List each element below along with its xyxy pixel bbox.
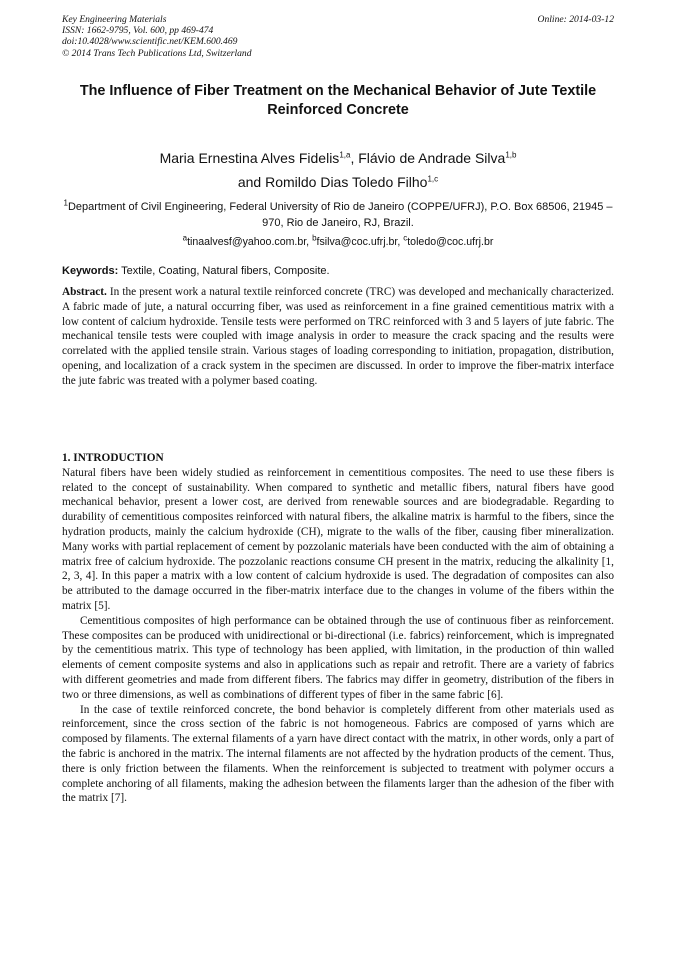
affiliation-text: Department of Civil Engineering, Federal University of Rio de Janeiro (COPPE/UFRJ), P.O. Box 68506, 21945 – 970, Rio de Janeiro, RJ, Brazil. — [67, 201, 613, 229]
paragraph: In the case of textile reinforced concrete, the bond behavior is completely different from other materials used as reinforcement, since the cross section of the fabric is not homogeneous. Fabrics are composed of yarns which are composed by filaments. The external filaments of a yarn have direct contact with the matrix, in other words, only a part of the fabric is anchored in the matrix. The internal filaments are not affected by the hydration products of the cement. Thus, there is only friction between the filaments. When the reinforcement is subjected to treatment with polymer occurs a complete anchoring of all filaments, making the adhesion between the filaments larger than the adhesion of the fiber with the matrix [7]. — [62, 703, 614, 805]
author-affiliation-mark: 1,c — [427, 174, 439, 184]
email-mark: c — [403, 233, 408, 243]
keywords-text: Textile, Coating, Natural fibers, Composite. — [118, 265, 330, 277]
journal-copyright: © 2014 Trans Tech Publications Ltd, Switzerland — [62, 47, 252, 59]
email-link: fsilva@coc.ufrj.br, — [316, 236, 404, 248]
paper-title: The Influence of Fiber Treatment on the Mechanical Behavior of Jute Textile Reinforced Concrete — [79, 83, 597, 118]
author-name: Romildo Dias Toledo Filho — [265, 174, 428, 190]
author-emails — [62, 235, 614, 249]
journal-doi: doi:10.4028/www.scientific.net/KEM.600.469 — [62, 36, 238, 48]
section-introduction — [62, 451, 614, 806]
author-name: Flávio de Andrade Silva — [358, 150, 506, 166]
abstract-text: In the present work a natural textile reinforced concrete (TRC) was developed and mechanically characterized. A fabric made of jute, a natural occurring fiber, was used as reinforcement in a fine grained cementitious matrix with a low content of calcium hydroxide. Tensile tests were performed on TRC reinforced with 3 and 5 layers of jute fabric. The mechanical tensile tests were coupled with image analysis in order to measure the crack spacing and the results were correlated with the applied tensile strain. Various stages of loading corresponding to initiation, propagation, distribution, opening, and localization of a crack system in the specimen are discussed. In order to improve the fiber-matrix interface the jute fabric was treated with a polymer based coating. — [62, 286, 614, 387]
affiliation-mark: 1 — [63, 198, 68, 208]
email-link: toledo@coc.ufrj.br — [407, 236, 494, 248]
author-name: Maria Ernestina Alves Fidelis — [159, 150, 340, 166]
author-conjunction: and — [237, 174, 266, 190]
online-date: Online: 2014-03-12 — [537, 14, 614, 25]
author-affiliation-mark: 1,b — [505, 150, 517, 160]
author-affiliation-mark: 1,a — [339, 150, 351, 160]
email-mark: b — [312, 233, 317, 243]
author-line-1 — [62, 146, 614, 170]
affiliation — [62, 199, 614, 231]
section-heading: 1. INTRODUCTION — [62, 452, 164, 464]
author-separator: , — [350, 150, 359, 166]
abstract — [62, 285, 614, 389]
author-line-2 — [62, 170, 614, 194]
abstract-label: Abstract. — [62, 286, 107, 298]
email-mark: a — [182, 233, 188, 243]
keywords — [62, 264, 614, 278]
email-link: tinaalvesf@yahoo.com.br, — [187, 236, 313, 248]
journal-header — [62, 14, 614, 59]
paragraph: Cementitious composites of high performance can be obtained through the use of continuous fiber as reinforcement. These composites can be produced with unidirectional or bi-directional (i.e. fabrics) reinforcement, which is impregnated by the cementitious matrix. This type of technology has been applied, with limitation, in the production of thin walled elements of cement composite systems and also in applications such as repair and retrofit. There are a variety of fabrics with different geometries and made from different fibers. The fabrics may differ in geometry, distribution of the fibers in two or three dimensions, as well as combinations of different types of fiber in the same fabric [6]. — [62, 614, 614, 701]
journal-name: Key Engineering Materials — [62, 14, 167, 25]
keywords-label: Keywords: — [62, 265, 119, 277]
paragraph: Natural fibers have been widely studied as reinforcement in cementitious composites. The need to use these fibers is related to the concept of sustainability. When compared to synthetic and metallic fibers, natural fibers have good mechanical behavior, present a lower cost, are derived from renewable sources and are biodegradable. Regarding to durability of cementitious composites reinforced with natural fibers, the alkaline matrix is harmful to the fibers, since the hydration products, mainly the calcium hydroxide (CH), migrate to the walls of the fiber, causing fiber mineralization. Many works with partial replacement of cement by pozzolanic materials have been conducted with the aim of obtaining a matrix free of calcium hydroxide. The pozzolanic reactions consume CH present in the matrix, reducing the alkalinity [1, 2, 3, 4]. In this paper a matrix with a low content of calcium hydroxide is used. The degradation of composites can also be attributed to the damage occurred in the fiber-matrix interface due to the changes in volume of the fibers within the matrix [5]. — [62, 466, 614, 612]
journal-issn: ISSN: 1662-9795, Vol. 600, pp 469-474 — [62, 25, 214, 37]
author-list — [62, 146, 614, 194]
